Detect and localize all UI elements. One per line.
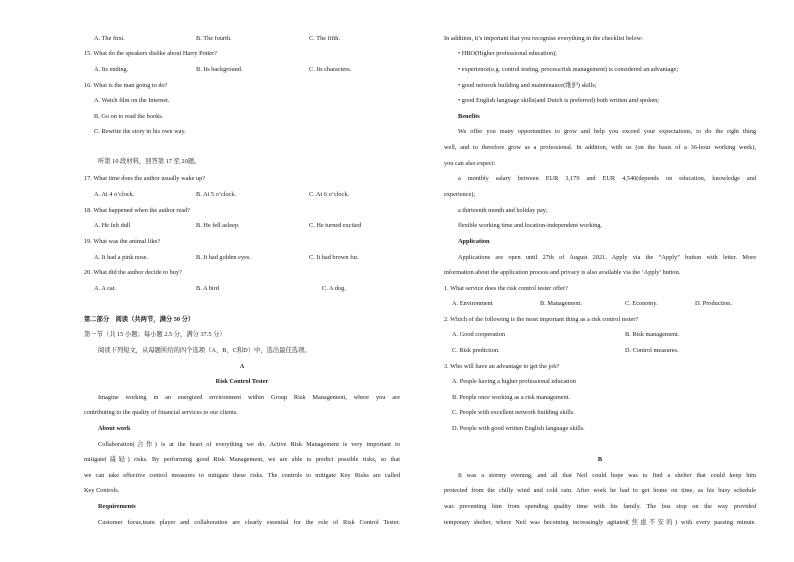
checklist-intro: In addition, it’s important that you recognise everything in the checklist below: [444,35,644,42]
q1-option-c: C. Economy. [625,300,658,307]
q2-option-a: A. Good cooperation [452,331,505,338]
q1-option-b: B. Management. [540,300,582,307]
benefits-text: a monthly salary between EUR 3,179 and EUR 4,540(depends on education, knowledge and [458,175,756,182]
q3-option-b: B. People once working as a risk management. [452,394,571,401]
q14-option-b: B. The fourth. [196,35,232,42]
passage-a-text: Customer focus,team player and collaboration are clearly essential for the role of Risk Control Tester. [98,519,400,526]
q2-option-d: D. Control measures. [625,347,679,354]
q3-option-a: A. People having a higher professional education [452,378,576,385]
benefits-text: flexible working time and location-independent working. [458,222,603,229]
q18-option-a: A. He felt dull [94,222,131,229]
question-3: 3. Who will have an advantage to get the job? [444,363,560,370]
benefits-text: We offer you many opportunities to grow and help you exceed your expectations, to do the right thing [458,128,756,135]
benefits-text: experience); [444,191,476,198]
q16-option-a: A. Watch film on the Internet. [94,97,170,104]
about-work-heading: About work [98,425,131,432]
passage-b-text: was preventing him from spending quality time with his family. The bus stop on the way provided [444,503,756,510]
q1-option-a: A. Environment [452,300,493,307]
passage-b-text: temporary shelter, where Neil was becoming increasingly agitated(焦虑不安的) with every passing minute. [444,519,756,526]
reading-instruction: 阅读下列短文，从每题所给的四个选项（A、B、C和D）中，选出最佳选项。 [98,347,311,354]
question-18: 18. What happened when the author read? [84,207,191,214]
q15-option-b: B. Its background. [196,66,243,73]
checklist-item: • experience(e.g. control testing, process/risk management) is considered an advantage; [458,66,679,73]
q3-option-c: C. People with excellent network building skills. [452,409,575,416]
material-10-instruction: 听第 10 段材料，回答第 17 至 20题。 [98,158,201,165]
q14-option-a: A. The first. [94,35,125,42]
passage-a-text: Key Controls. [84,487,120,494]
q15-option-c: C. Its characters. [309,66,352,73]
benefits-text: well, and to therefore grow as a professional. In addition, with us (on the basis of a 36-hour working week), [444,144,756,151]
requirements-heading: Requirements [98,503,136,510]
passage-b-label: B [597,456,603,463]
checklist-item: • good English language skills(and Dutch is preferred) both written and spoken; [458,97,660,104]
q3-option-d: D. People with good written English language skills. [452,425,585,432]
passage-a-title: Risk Control Tester [215,378,269,385]
question-15: 15. What do the speakers dislike about Harry Potter? [84,50,217,57]
passage-a-label: A [239,363,245,370]
q20-option-a: A. A cat. [94,285,117,292]
passage-a-text: mitigate(减轻) risks. By performing good Risk Management, we are able to predict possible risks, so that [84,456,400,463]
q1-option-d: D. Production. [695,300,732,307]
passage-a-text: contributing to the quality of financial services to our clients. [84,409,238,416]
passage-a-text: Collaboration(合作) is at the heart of everything we do. Active Risk Management is very important to [98,441,400,448]
q19-option-b: B. It had golden eyes. [196,254,251,261]
q19-option-a: A. It had a pink nose. [94,254,149,261]
question-1: 1. What service does the risk control tester offer? [444,285,568,292]
passage-b-text: It was a stormy evening, and all that Neil could hope was to find a shelter that could keep him [458,472,756,479]
q17-option-b: B. At 5 o’clock. [196,191,237,198]
question-17: 17. What time does the author usually wake up? [84,175,206,182]
part-2-heading: 第二部分 阅读（共两节，满分 50 分） [84,316,195,323]
passage-b-text: protected from the chilly wind and cold rain. After work he had to get home on time, as his busy schedule [444,487,756,494]
q14-option-c: C. The fifth. [309,35,341,42]
q16-option-c: C. Rewrite the story in his own way. [94,128,186,135]
q20-option-b: B. A bird [196,285,219,292]
passage-a-text: Imagine working in an energized environment within Group Risk Management, where you are [98,394,400,401]
q17-option-c: C. At 6 o’clock. [309,191,350,198]
application-text: Applications are open until 27th of August 2021. Apply via the “Apply” button with letter. More [458,254,756,261]
application-text: information about the application process and privacy is also available via the ‘Apply’ button. [444,269,681,276]
q18-option-b: B. He fell asleep. [196,222,240,229]
question-20: 20. What did the author decide to buy? [84,269,182,276]
question-19: 19. What was the animal like? [84,238,161,245]
q2-option-b: B. Risk management. [625,331,680,338]
q20-option-c: C. A dog. [322,285,346,292]
q15-option-a: A. Its ending. [94,66,129,73]
q19-option-c: C. It had brown fur. [309,254,359,261]
checklist-item: • good network building and maintenance(维护) skills; [458,82,597,89]
q2-option-c: C. Risk prediction. [452,347,500,354]
application-heading: Application [458,238,490,245]
section-1-heading: 第一节（共 15 小题；每小题 2.5 分，满分 37.5 分） [84,331,226,338]
benefits-heading: Benefits [458,113,480,120]
q18-option-c: C. He turned excited [309,222,362,229]
question-16: 16. What is the man going to do? [84,82,168,89]
benefits-text: a thirteenth month and holiday pay; [458,207,548,214]
q17-option-a: A. At 4 o’clock. [94,191,135,198]
passage-a-text: we can take effective control measures to mitigate these risks. The controls to mitigate Key Risks are called [84,472,400,479]
question-2: 2. Which of the following is the most important thing as a risk control tester? [444,316,639,323]
checklist-item: • HBO(Higher professional education); [458,50,557,57]
benefits-text: you can also expect: [444,160,496,167]
q16-option-b: B. Go on to read the books. [94,113,164,120]
